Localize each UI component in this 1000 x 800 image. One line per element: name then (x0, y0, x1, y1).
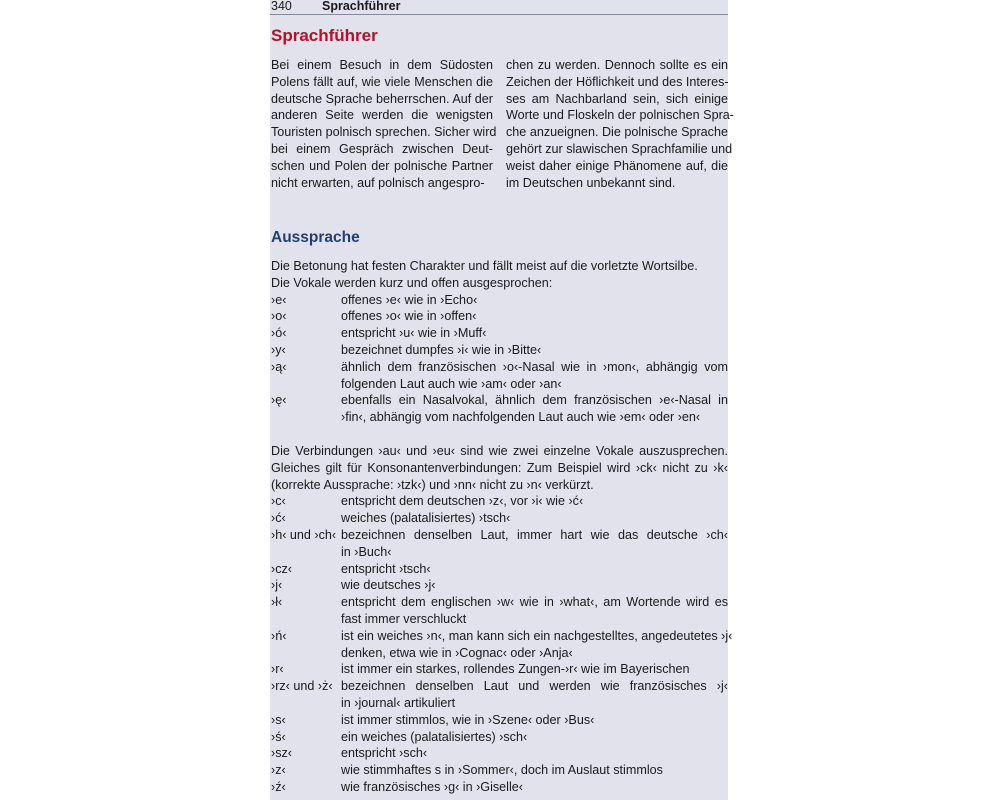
description-line: ist immer stimmlos, wie in ›Szene‹ oder ›Bus‹ (341, 712, 595, 727)
intro-line: deutsche Sprache beherrschen. Auf der (271, 91, 493, 106)
description-line: bezeichnen denselben Laut, immer hart wie das deutsche ›ch‹ (341, 527, 728, 542)
pronunciation-description (341, 527, 728, 561)
paragraph-line: Die Vokale werden kurz und offen ausgesprochen: (271, 275, 553, 290)
pronunciation-term: ›ą‹ (271, 359, 287, 374)
pronunciation-term: ›ń‹ (271, 628, 287, 643)
consonant-intro-paragraph (271, 443, 728, 493)
paragraph-line: (korrekte Aussprache: ›tzk‹) und ›nn‹ nicht zu ›n‹ verkürzt. (271, 477, 594, 492)
description-line: folgenden Laut auch wie ›am‹ oder ›an‹ (341, 376, 562, 391)
pronunciation-entry (271, 661, 728, 678)
intro-line: Worte und Floskeln der polnischen Spra- (506, 108, 734, 123)
pronunciation-description (341, 779, 728, 796)
pronunciation-term: ›z‹ (271, 763, 286, 778)
pronunciation-entry (271, 493, 728, 510)
pronunciation-description (341, 493, 728, 510)
pronunciation-term: ›sz‹ (271, 746, 292, 761)
pronunciation-entry (271, 779, 728, 796)
description-line: entspricht ›u‹ wie in ›Muff‹ (341, 326, 487, 341)
description-line: ähnlich dem französischen ›o‹-Nasal wie in ›mon‹, abhängig vom (341, 359, 728, 374)
pronunciation-term: ›j‹ (271, 578, 283, 593)
pronunciation-description (341, 392, 728, 426)
pronunciation-term: ›ć‹ (271, 511, 286, 526)
pronunciation-entry (271, 628, 733, 662)
description-line: ein weiches (palatalisiertes) ›sch‹ (341, 729, 528, 744)
pronunciation-term: ›r‹ (271, 662, 284, 677)
pronunciation-entry (271, 527, 728, 561)
intro-line: anderen Seite werden die wenigsten (271, 108, 493, 123)
pronunciation-term: ›ź‹ (271, 779, 286, 794)
pronunciation-entry (271, 729, 728, 746)
pronunciation-term: ›ę‹ (271, 393, 287, 408)
pronunciation-description (341, 745, 728, 762)
intro-right-column (506, 57, 734, 191)
intro-line: che anzueignen. Die polnische Sprache (506, 125, 728, 140)
pronunciation-entry (271, 308, 728, 325)
pronunciation-description (341, 594, 728, 628)
pronunciation-description (341, 561, 728, 578)
pronunciation-entry (271, 392, 728, 426)
intro-line: Bei einem Besuch in dem Südosten (271, 58, 493, 72)
vowel-list (271, 292, 728, 426)
pronunciation-term: ›ł‹ (271, 595, 283, 610)
pronunciation-description (341, 712, 728, 729)
intro-line: weist daher einige Phänomene auf, die (506, 158, 728, 173)
description-line: bezeichnen denselben Laut und werden wie französisches ›j‹ (341, 679, 728, 694)
pronunciation-term: ›h‹ und ›ch‹ (271, 527, 337, 542)
pronunciation-entry (271, 325, 728, 342)
description-line: weiches (palatalisiertes) ›tsch‹ (341, 511, 511, 526)
pronunciation-term: ›c‹ (271, 494, 286, 509)
pronunciation-entry (271, 762, 728, 779)
description-line: offenes ›e‹ wie in ›Echo‹ (341, 292, 478, 307)
intro-line: Touristen polnisch sprechen. Sicher wird (271, 125, 497, 140)
running-head (270, 0, 728, 15)
pronunciation-entry (271, 561, 728, 578)
section-title: Sprachführer (271, 26, 378, 45)
description-line: in ›journal‹ artikuliert (341, 695, 456, 710)
description-line: denken, etwa wie in ›Cognac‹ oder ›Anja‹ (341, 645, 573, 660)
intro-line: schen und Polen der polnische Partner (271, 158, 493, 173)
pronunciation-description (341, 308, 728, 325)
description-line: entspricht ›tsch‹ (341, 561, 431, 576)
pronunciation-description (341, 762, 728, 779)
description-line: ist immer ein starkes, rollendes Zungen-›r‹ wie im Bayerischen (341, 662, 690, 677)
pronunciation-description (341, 729, 728, 746)
description-line: offenes ›o‹ wie in ›offen‹ (341, 309, 477, 324)
pronunciation-entry (271, 678, 728, 712)
pronunciation-term: ›ó‹ (271, 326, 287, 341)
description-line: entspricht ›sch‹ (341, 746, 428, 761)
pronunciation-description (341, 678, 728, 712)
pronunciation-description (341, 661, 728, 678)
description-line: in ›Buch‹ (341, 544, 392, 559)
description-line: fast immer verschluckt (341, 611, 467, 626)
pronunciation-entry (271, 745, 728, 762)
intro-line: nicht erwarten, auf polnisch angespro- (271, 175, 485, 190)
intro-line: Zeichen der Höflichkeit und des Interes- (506, 74, 729, 89)
book-page (270, 0, 734, 800)
pronunciation-term: ›o‹ (271, 309, 287, 324)
pronunciation-description (341, 342, 728, 359)
pronunciation-description (341, 325, 728, 342)
pronunciation-description (341, 359, 728, 393)
description-line: wie deutsches ›j‹ (341, 578, 436, 593)
pronunciation-description (341, 510, 728, 527)
pronunciation-term: ›ś‹ (271, 729, 286, 744)
intro-line: gehört zur slawischen Sprachfamilie und (506, 141, 733, 156)
pronunciation-entry (271, 577, 728, 594)
running-title: Sprachführer (322, 0, 401, 13)
pronunciation-entry (271, 594, 728, 628)
intro-line: im Deutschen unbekannt sind. (506, 175, 676, 190)
consonant-list (271, 493, 733, 795)
description-line: ist ein weiches ›n‹, man kann sich ein nachgestelltes, angedeutetes ›j‹ (341, 628, 733, 643)
subsection-title-aussprache: Aussprache (271, 229, 360, 246)
intro-line: chen zu werden. Dennoch sollte es ein (506, 58, 728, 72)
pronunciation-entry (271, 510, 728, 527)
intro-text (271, 57, 734, 191)
pronunciation-term: ›y‹ (271, 342, 286, 357)
description-line: wie französisches ›g‹ in ›Giselle‹ (341, 779, 523, 794)
pronunciation-entry (271, 342, 728, 359)
page-number: 340 (271, 0, 292, 13)
pronunciation-description (341, 577, 728, 594)
pronunciation-description (341, 628, 732, 662)
intro-line: bei einem Gespräch zwischen Deut- (271, 141, 493, 156)
description-line: bezeichnet dumpfes ›i‹ wie in ›Bitte‹ (341, 342, 542, 357)
description-line: entspricht dem deutschen ›z‹, vor ›i‹ wie ›ć‹ (341, 494, 584, 509)
description-line: ebenfalls ein Nasalvokal, ähnlich dem französischen ›e‹-Nasal in (341, 393, 728, 408)
pronunciation-term: ›cz‹ (271, 561, 292, 576)
description-line: ›fin‹, abhängig vom nachfolgenden Laut auch wie ›em‹ oder ›en‹ (341, 410, 701, 425)
intro-line: Polens fällt auf, wie viele Menschen die (271, 74, 493, 89)
pronunciation-term: ›rz‹ und ›ż‹ (271, 679, 333, 694)
intro-left-column (271, 57, 497, 191)
pronunciation-entry (271, 359, 728, 393)
pronunciation-entry (271, 292, 728, 309)
pronunciation-description (341, 292, 728, 309)
vowel-intro-paragraph (271, 258, 728, 292)
paragraph-line: Die Verbindungen ›au‹ und ›eu‹ sind wie zwei einzelne Vokale auszusprechen. (271, 444, 728, 458)
description-line: wie stimmhaftes s in ›Sommer‹, doch im Auslaut stimmlos (341, 763, 663, 778)
paragraph-line: Die Betonung hat festen Charakter und fällt meist auf die vorletzte Wortsilbe. (271, 259, 698, 273)
pronunciation-term: ›e‹ (271, 292, 287, 307)
paragraph-line: Gleiches gilt für Konsonantenverbindungen: Zum Beispiel wird ›ck‹ nicht zu ›k‹ (271, 460, 728, 475)
pronunciation-entry (271, 712, 728, 729)
intro-line: ses am Nachbarland sein, sich einige (506, 91, 728, 106)
description-line: entspricht dem englischen ›w‹ wie in ›what‹, am Wortende wird es (341, 595, 728, 610)
pronunciation-term: ›s‹ (271, 712, 286, 727)
